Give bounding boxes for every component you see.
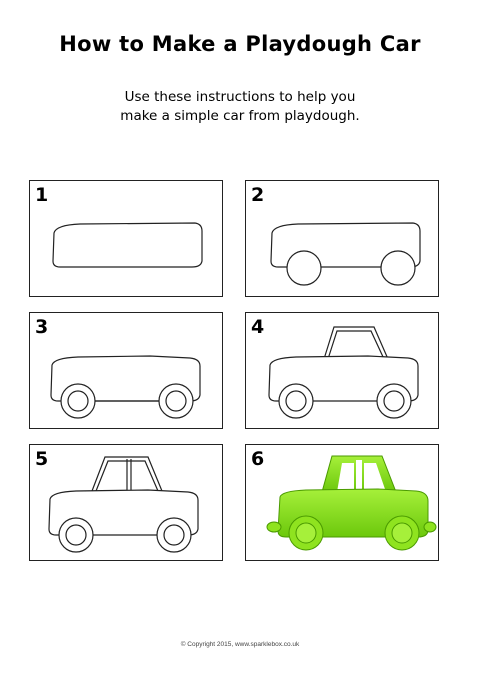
step-number: 4 bbox=[251, 316, 265, 338]
step-3-panel bbox=[29, 312, 223, 429]
front-bumper bbox=[267, 522, 281, 532]
front-hubcap bbox=[66, 525, 86, 545]
step-5-illustration bbox=[30, 445, 224, 562]
instructions-text bbox=[0, 88, 480, 126]
copyright-footer: © Copyright 2015, www.sparklebox.co.uk bbox=[180, 641, 300, 648]
step-5-panel bbox=[29, 444, 223, 561]
step-1-panel bbox=[29, 180, 223, 297]
step-4-panel bbox=[245, 312, 439, 429]
step-2-panel bbox=[245, 180, 439, 297]
step-number: 5 bbox=[35, 448, 49, 470]
step-number: 6 bbox=[251, 448, 265, 470]
car-body-block bbox=[53, 223, 202, 267]
step-number: 1 bbox=[35, 184, 49, 206]
step-3-illustration bbox=[30, 313, 224, 430]
rear-hubcap bbox=[392, 523, 412, 543]
step-1-illustration bbox=[30, 181, 224, 298]
rear-wheel bbox=[381, 251, 415, 285]
rear-bumper bbox=[424, 522, 436, 532]
instructions-line-2: make a simple car from playdough. bbox=[120, 108, 360, 124]
step-number: 3 bbox=[35, 316, 49, 338]
step-6-panel bbox=[245, 444, 439, 561]
rear-hubcap bbox=[166, 391, 186, 411]
window-gap bbox=[356, 460, 362, 492]
front-hubcap bbox=[68, 391, 88, 411]
step-4-illustration bbox=[246, 313, 440, 430]
rear-hubcap bbox=[384, 391, 404, 411]
front-wheel bbox=[287, 251, 321, 285]
front-hubcap bbox=[296, 523, 316, 543]
page-title: How to Make a Playdough Car bbox=[59, 32, 421, 56]
step-number: 2 bbox=[251, 184, 265, 206]
rear-hubcap bbox=[164, 525, 184, 545]
front-hubcap bbox=[286, 391, 306, 411]
step-2-illustration bbox=[246, 181, 440, 298]
instructions-line-1: Use these instructions to help you bbox=[124, 89, 356, 105]
step-6-illustration bbox=[246, 445, 440, 562]
